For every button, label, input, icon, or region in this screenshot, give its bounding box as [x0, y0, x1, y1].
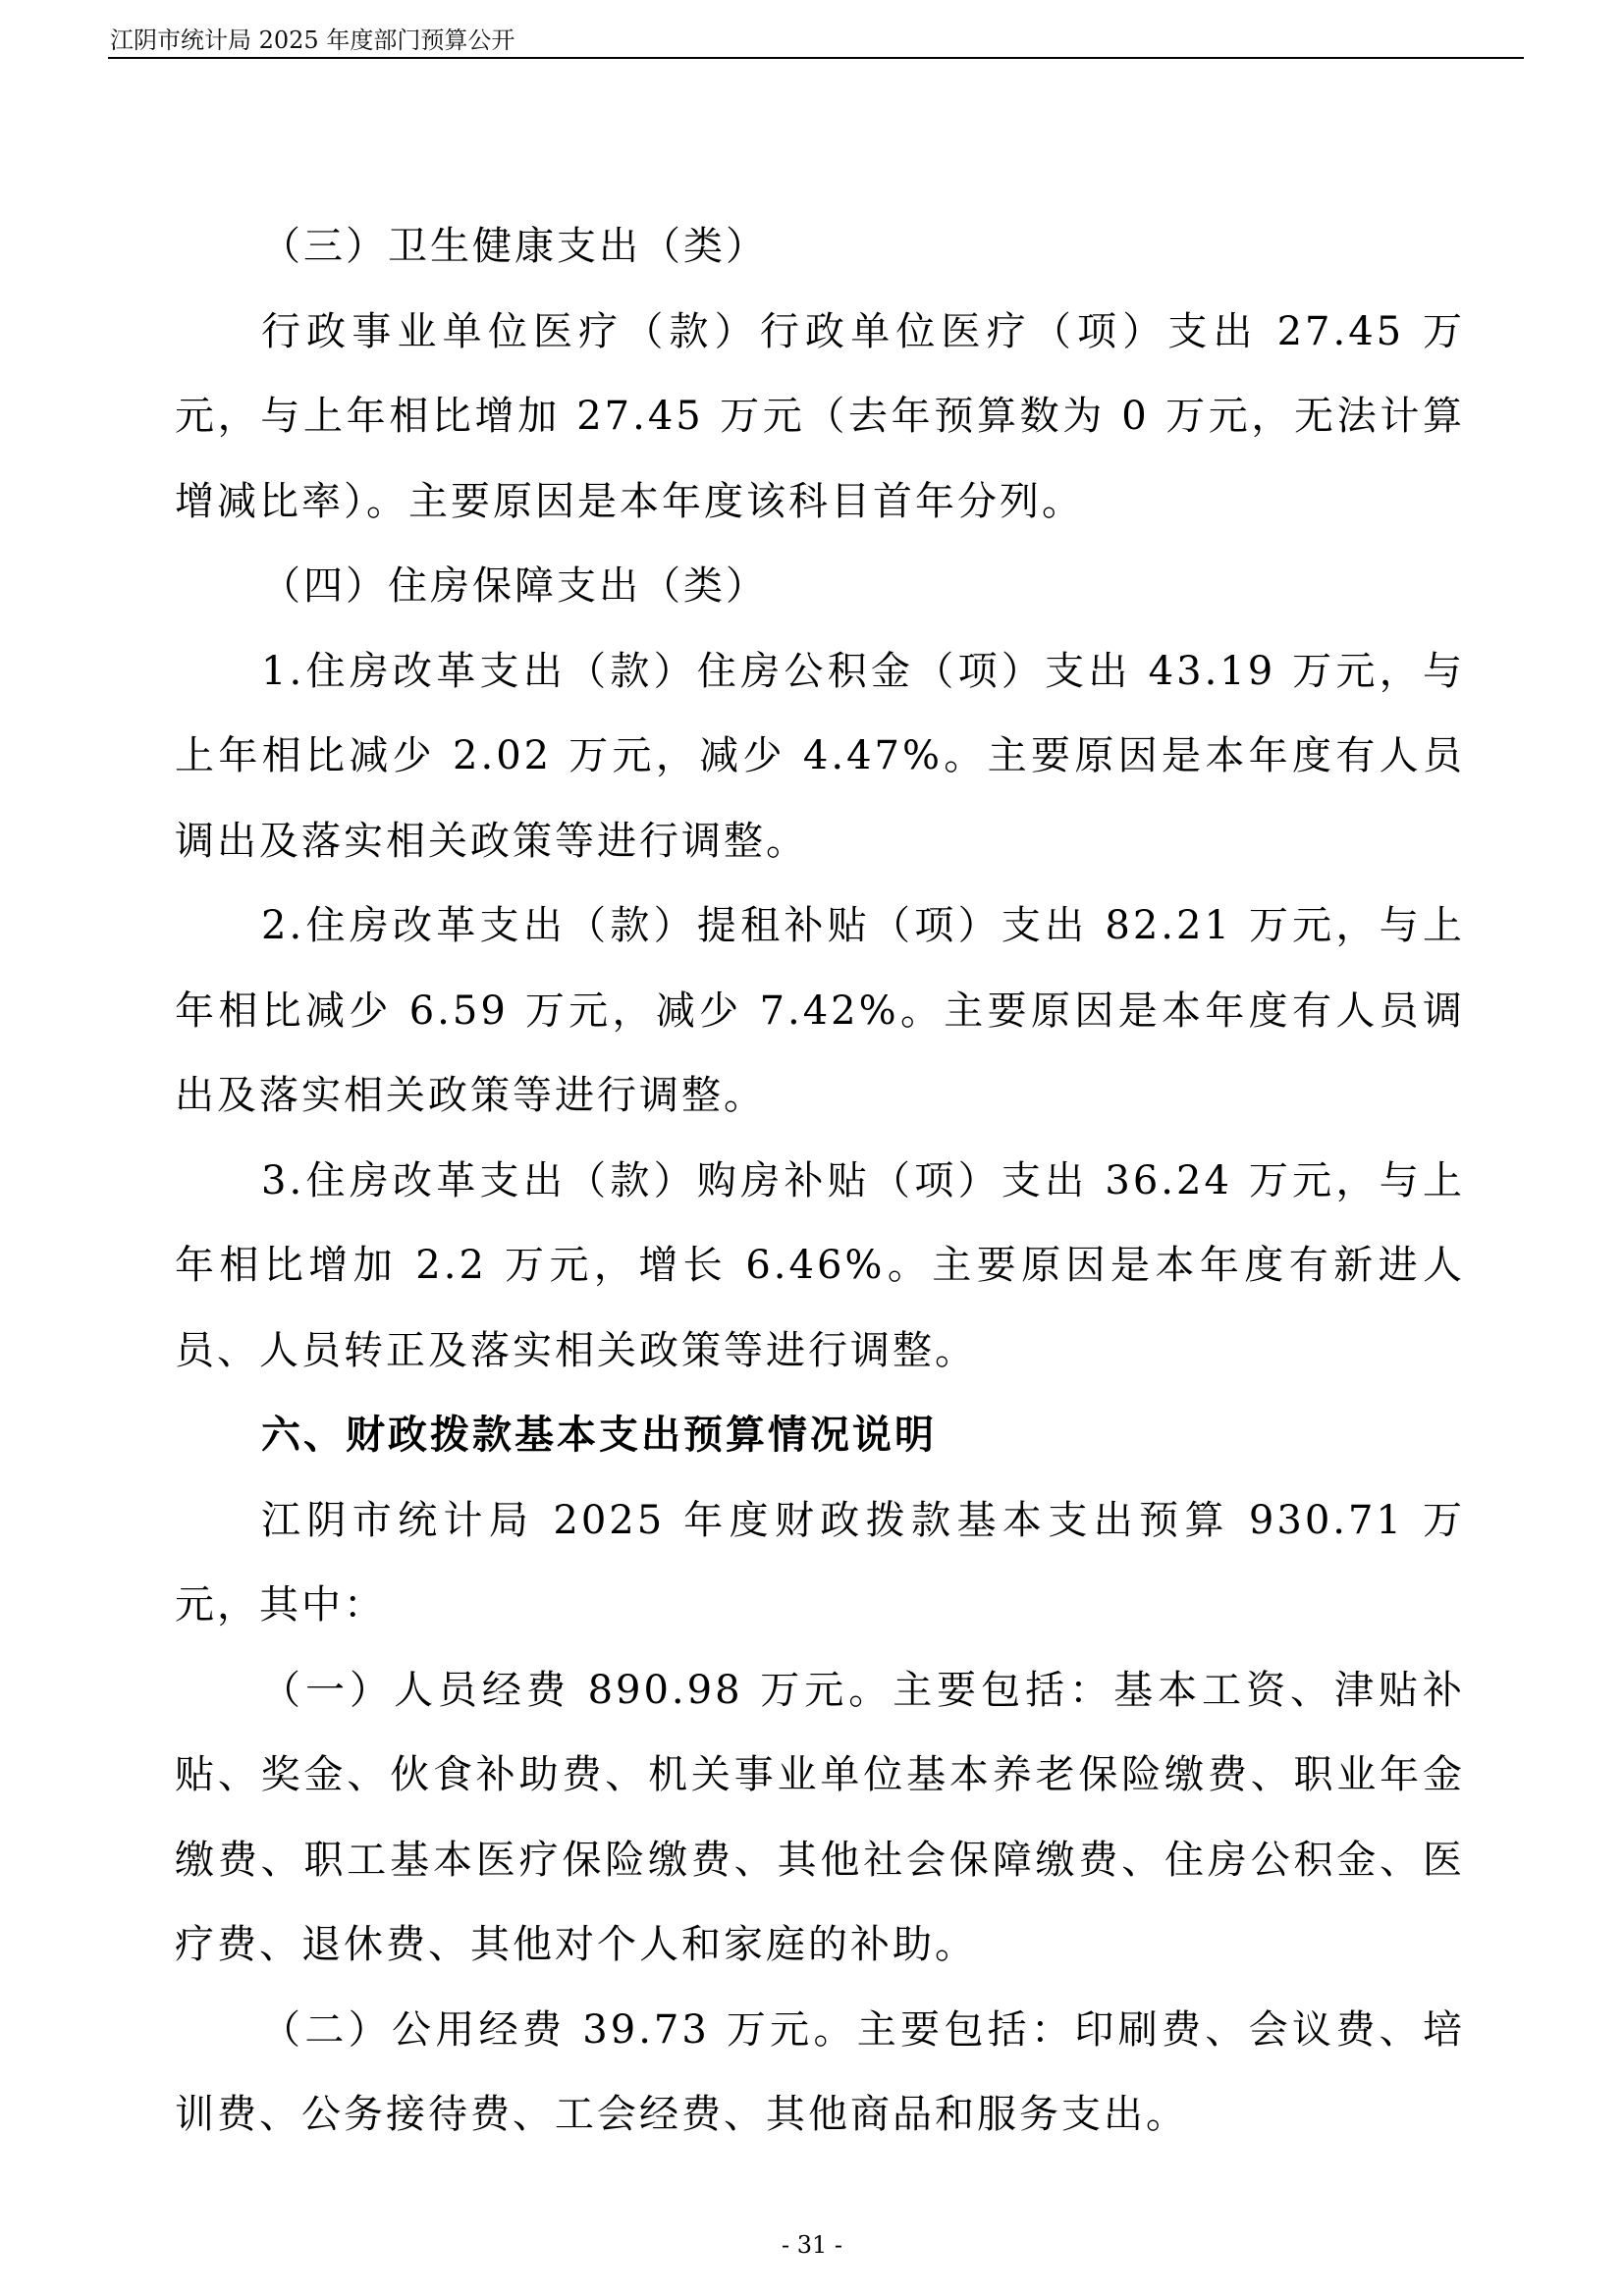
page-number: - 31 -: [781, 2231, 842, 2259]
subsection-heading-housing: （四）住房保障支出（类）: [261, 563, 768, 609]
section-heading-basic-expenditure: 六、财政拨款基本支出预算情况说明: [261, 1413, 937, 1458]
subsection-heading-health: （三）卫生健康支出（类）: [261, 224, 768, 269]
paragraph-housing-fund: 1.住房改革支出（款）住房公积金（项）支出 43.19 万元，与上年相比减少 2.02 万元，减少 4.47%。主要原因是本年度有人员调出及落实相关政策等进行调整。: [175, 648, 1465, 864]
paragraph-personnel-expense: （一）人员经费 890.98 万元。主要包括：基本工资、津贴补贴、奖金、伙食补助费、机关事业单位基本养老保险缴费、职业年金缴费、职工基本医疗保险缴费、其他社会保障缴费、住房公积金、医疗费、退休费、其他对个人和家庭的补助。: [175, 1667, 1465, 1967]
paragraph-basic-expenditure-total: 江阴市统计局 2025 年度财政拨款基本支出预算 930.71 万元，其中：: [175, 1497, 1465, 1628]
paragraph-medical-expense: 行政事业单位医疗（款）行政单位医疗（项）支出 27.45 万元，与上年相比增加 27.45 万元（去年预算数为 0 万元，无法计算增减比率）。主要原因是本年度该科目首年分列。: [175, 308, 1465, 524]
paragraph-purchase-subsidy: 3.住房改革支出（款）购房补贴（项）支出 36.24 万元，与上年相比增加 2.2 万元，增长 6.46%。主要原因是本年度有新进人员、人员转正及落实相关政策等进行调整。: [175, 1157, 1465, 1373]
running-header: 江阴市统计局 2025 年度部门预算公开: [110, 27, 515, 54]
document-body: [175, 204, 1465, 2158]
header-divider: [108, 57, 1524, 59]
paragraph-rent-subsidy: 2.住房改革支出（款）提租补贴（项）支出 82.21 万元，与上年相比减少 6.59 万元，减少 7.42%。主要原因是本年度有人员调出及落实相关政策等进行调整。: [175, 903, 1465, 1118]
paragraph-public-expense: （二）公用经费 39.73 万元。主要包括：印刷费、会议费、培训费、公务接待费、工会经费、其他商品和服务支出。: [175, 2006, 1465, 2137]
